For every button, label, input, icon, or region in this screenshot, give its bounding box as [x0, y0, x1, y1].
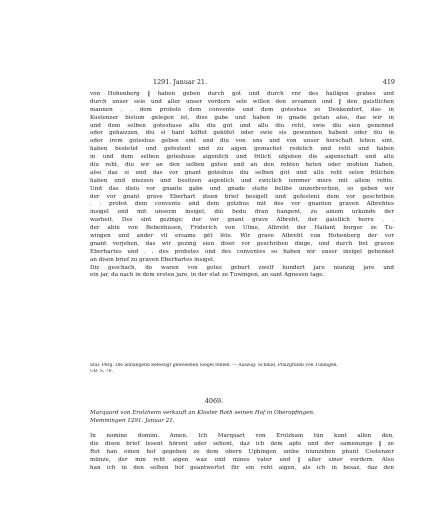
text-line: Eberhartes und . . des probstes und des conventes so haben wir unser insigel gehenket [90, 248, 394, 255]
regest-line: Memmingen 1291. Januar 21. [90, 418, 175, 424]
text-line: an disen brief zu graven Eberhartes insigel. [90, 256, 215, 263]
text-line: insigel und mit unserm insigel, diu bedu dran hangent, zu ainem urkunde der [90, 209, 394, 216]
document-body-text [90, 433, 394, 472]
page-number: 419 [382, 78, 395, 86]
text-line: durch unser sele und aller unser vordern sele willen den ersamen und ‖ den gaistlichen [90, 98, 394, 105]
footnote-line: UB. S. 70. [90, 369, 113, 375]
text-line: mannen . . dem probste dem convente und dem goteshus ze Denkendorf, das in [90, 106, 394, 113]
footnote [90, 363, 394, 376]
header-date: 1291. Januar 21. [153, 78, 207, 86]
text-line: der abte von Bebenhusen, Friderich von Ulme, Albreht der Hailant burger ze Tu- [90, 225, 394, 232]
regest-line: Marquard von Erolzheim verkauft an Kloster Roth seinen Hof in Oberopfingen. [90, 410, 315, 416]
text-line: gnant verjehen, das wir gezing sien diser vor geschriben dinge, und durch bet graven [90, 240, 394, 247]
text-line: münze, der min reht aigen waz und mines vater und ‖ aller siner vordern. Also [90, 456, 394, 463]
text-line: haben bestetet und gefestent und zu aigen gemachet redelich und reht und haben [90, 146, 394, 153]
text-line: in und dem selben goteshuse aigenlich und frilich ufgeben die aigenschaft und allu [90, 154, 394, 161]
text-line: oder gehaizzen, diu si hant köffet geköfet oder swie sis gewunnen habent oder diu in [90, 130, 394, 137]
text-line: von Hohenberg ‖ haben geben durch got und durch vnr des hailigen grabes und [90, 91, 394, 97]
text-line: Kostenzer bistum gelegen ist, dise gabe und haben in gnade getan also, das wir in [90, 114, 394, 121]
document-regest [90, 409, 394, 425]
text-line: Und das disiu vor gnante gabe und gnade steite belibe unzerbrochen, so geben wir [90, 185, 394, 192]
text-line: ein jar, da nach in dem ersten jare, in der stat ze Tuwingen, an sant Agnesen tage. [90, 272, 325, 279]
text-line: also das si und das vor gnant goteshus diu selben gůt und allu reht selen frilichen [90, 169, 394, 176]
footnote-line: Stál. Perg. Die anhangend befestigt gewesenen Siegel fehlen. — Auszug: Schmid, Pfalzgrafen von Tübingen, [90, 363, 338, 368]
page-header [0, 78, 428, 88]
text-line: warheit. Des sint gezinge: der vor gnant grave Albreht, der gaistlich herre . . [90, 217, 394, 224]
text-line: und dem selben goteshuse allu diu gůt und allu diu reht, swie diu sien genennet [90, 122, 394, 129]
text-line: diu reht, diu wir an den selben gůten und an den rehten heten oder mohten haben, [90, 162, 394, 169]
text-line: . . probst dem convente und dem gotzhus mit des vor gnanten graven Albrehtes [90, 201, 394, 208]
text-line: Diz geschach, do waren von gotes geburt zwelf hundert jare niunzig jare und [90, 264, 394, 271]
text-line: Rot han einen hof gegeben ze dem obern Uphingen umbe niunzehen phunt Costenzer [90, 448, 394, 455]
text-line: oder irem goteshus geben sint und diu von uns und von unser herschaft lehen sint, [90, 138, 394, 145]
text-line: han ich in den selben hof geantwertet für ein reht aigen, als ich in besaz, daz den [90, 464, 394, 471]
text-line: haben und niezzen und besitzen aigenlich und ewiclich iemmer mere mit allem rehte. [90, 177, 394, 184]
text-line: der vor gnant grave Eberhart disen brief besigelt und gefestent dem vor geschriben [90, 193, 394, 200]
document-number: 4069. [204, 397, 224, 405]
main-text-block [90, 91, 394, 280]
text-line: wingen und ander vil ersame gět lěte. Wir grave Albreht von Hohenberg der vor [90, 233, 394, 240]
text-line: In nomine domini. Amen. Ich Marquart von Erolzhain tůn kunt allen den, [90, 433, 394, 439]
text-line: die disen brief lesent hörent oder sehent, daz ich dem apte und der samenunge ‖ ze [90, 440, 394, 447]
